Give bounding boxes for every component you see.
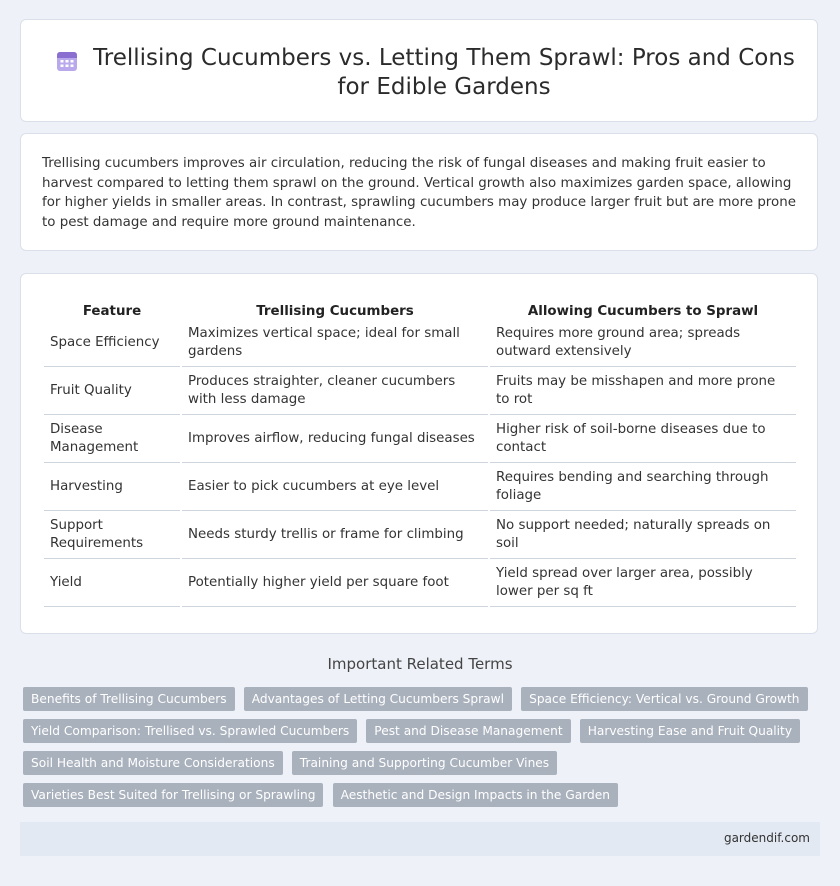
related-term-tag[interactable]: Advantages of Letting Cucumbers Sprawl (244, 687, 512, 711)
feature-cell: Space Efficiency (44, 319, 180, 367)
column-header: Allowing Cucumbers to Sprawl (527, 304, 759, 319)
related-term-tag[interactable]: Harvesting Ease and Fruit Quality (580, 719, 800, 743)
sprawl-cell: No support needed; naturally spreads on soil (490, 511, 796, 559)
table-row (44, 463, 796, 511)
intro-card (20, 133, 818, 251)
related-terms-list (23, 687, 813, 815)
trellis-cell: Easier to pick cucumbers at eye level (182, 463, 488, 511)
table-row (44, 415, 796, 463)
related-term-tag[interactable]: Space Efficiency: Vertical vs. Ground Growth (521, 687, 807, 711)
related-term-tag[interactable]: Benefits of Trellising Cucumbers (23, 687, 235, 711)
footer (20, 822, 820, 856)
comparison-table (42, 296, 798, 607)
related-term-tag[interactable]: Training and Supporting Cucumber Vines (292, 751, 557, 775)
calendar-grid-icon (55, 49, 79, 73)
related-term-tag[interactable]: Pest and Disease Management (366, 719, 570, 743)
related-term-tag[interactable]: Yield Comparison: Trellised vs. Sprawled Cucumbers (23, 719, 357, 743)
table-row (44, 367, 796, 415)
feature-cell: Yield (44, 559, 180, 607)
trellis-cell: Maximizes vertical space; ideal for small gardens (182, 319, 488, 367)
intro-paragraph: Trellising cucumbers improves air circulation, reducing the risk of fungal diseases and making fruit easier to harvest compared to letting them sprawl on the ground. Vertical growth also maximizes garden space, allowing for higher yields in smaller areas. In contrast, sprawling cucumbers may produce larger fruit but are more prone to pest damage and require more ground maintenance. (42, 156, 796, 230)
related-term-tag[interactable]: Soil Health and Moisture Considerations (23, 751, 283, 775)
trellis-cell: Improves airflow, reducing fungal diseases (182, 415, 488, 463)
page-title: Trellising Cucumbers vs. Letting Them Sprawl: Pros and Cons for Edible Gardens (93, 45, 795, 100)
trellis-cell: Potentially higher yield per square foot (182, 559, 488, 607)
column-header: Feature (82, 304, 142, 319)
header-card (20, 19, 818, 122)
feature-cell: Disease Management (44, 415, 180, 463)
sprawl-cell: Higher risk of soil-borne diseases due to contact (490, 415, 796, 463)
column-header: Trellising Cucumbers (256, 304, 414, 319)
feature-cell: Support Requirements (44, 511, 180, 559)
footer-site-link[interactable]: gardendif.com (723, 831, 810, 845)
related-term-tag[interactable]: Aesthetic and Design Impacts in the Garden (333, 783, 618, 807)
trellis-cell: Needs sturdy trellis or frame for climbing (182, 511, 488, 559)
comparison-table-card (20, 273, 818, 634)
related-term-tag[interactable]: Varieties Best Suited for Trellising or Sprawling (23, 783, 323, 807)
related-terms-title: Important Related Terms (327, 655, 513, 673)
table-row (44, 319, 796, 367)
sprawl-cell: Fruits may be misshapen and more prone to rot (490, 367, 796, 415)
feature-cell: Harvesting (44, 463, 180, 511)
sprawl-cell: Requires bending and searching through foliage (490, 463, 796, 511)
table-header-row (44, 296, 796, 319)
sprawl-cell: Yield spread over larger area, possibly lower per sq ft (490, 559, 796, 607)
table-row (44, 511, 796, 559)
table-row (44, 559, 796, 607)
feature-cell: Fruit Quality (44, 367, 180, 415)
trellis-cell: Produces straighter, cleaner cucumbers with less damage (182, 367, 488, 415)
sprawl-cell: Requires more ground area; spreads outward extensively (490, 319, 796, 367)
